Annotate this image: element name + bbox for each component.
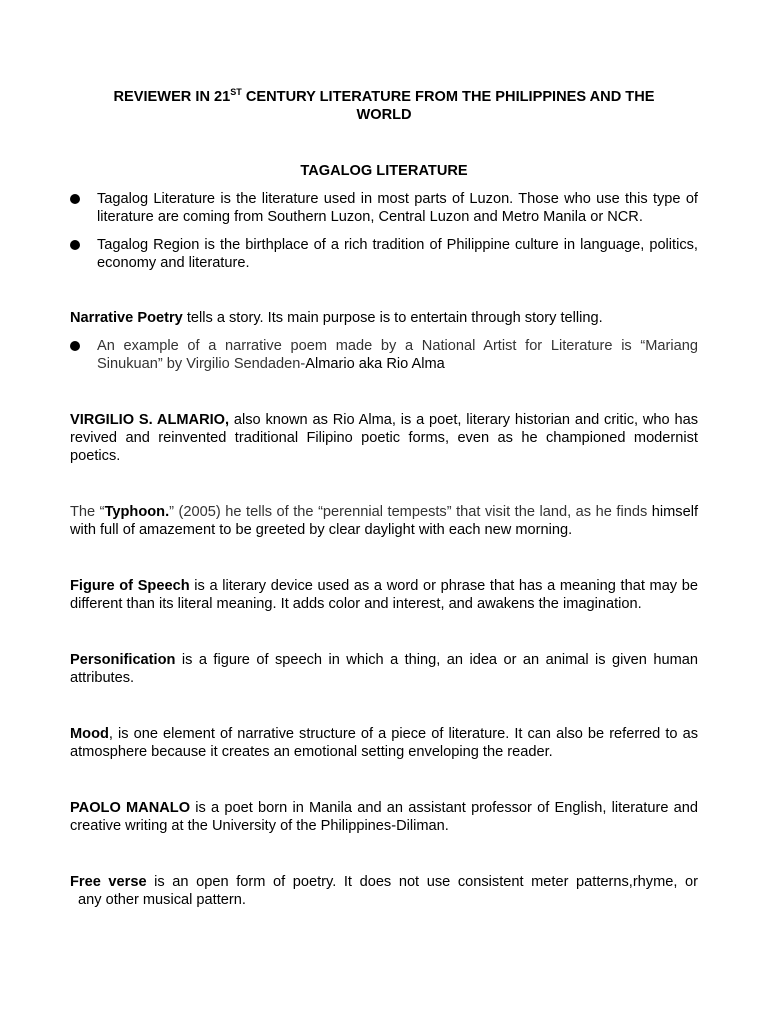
bullet-icon — [70, 341, 80, 351]
title-part-2: CENTURY LITERATURE FROM THE PHILIPPINES AND THE — [241, 89, 655, 105]
title-part-3: WORLD — [356, 107, 412, 123]
paragraph-free-verse — [70, 873, 698, 909]
definition-text: is a poet born in Manila and an assistant professor of English, literature and creative writing at the University of the Philippines-Diliman. — [70, 800, 699, 834]
definition-text: is a literary device used as a word or phrase that has a meaning that may be different than its literal meaning. It adds color and interest, and awakens the imagination. — [70, 578, 699, 612]
document-title — [70, 88, 698, 124]
definition-text: is a figure of speech in which a thing, an idea or an animal is given human attributes. — [70, 652, 698, 686]
term-typhoon: Typhoon. — [104, 504, 170, 520]
definition-text: tells a story. Its main purpose is to entertain through story telling. — [182, 310, 603, 326]
title-superscript: ST — [230, 87, 242, 97]
typhoon-text-rest: himself with full of amazement to be greeted by clear daylight with each new morning. — [70, 504, 699, 538]
free-verse-line-2: any other musical pattern. — [78, 892, 246, 908]
paragraph-figure-of-speech — [70, 577, 698, 613]
typhoon-text: ” (2005) he tells of the “perennial tempests” that visit the land, as he finds — [169, 504, 652, 520]
term-narrative-poetry: Narrative Poetry — [70, 310, 183, 326]
paragraph-paolo-manalo — [70, 799, 698, 835]
paragraph-almario — [70, 411, 698, 465]
bullet-icon — [70, 240, 80, 250]
bullet-text-part-1: An example of a narrative poem made by a National Artist for Literature is “Mariang Sinukuan” by Virgilio Sendaden- — [97, 338, 698, 372]
term-figure-of-speech: Figure of Speech — [70, 578, 190, 594]
term-paolo-manalo: PAOLO MANALO — [70, 800, 191, 816]
paragraph-narrative-poetry — [70, 309, 698, 327]
bullet-item — [70, 337, 698, 373]
paragraph-personification — [70, 651, 698, 687]
bullet-text: Tagalog Region is the birthplace of a rich tradition of Philippine culture in language, politics, economy and literature. — [97, 237, 698, 271]
typhoon-prefix: The “ — [70, 504, 105, 520]
definition-text: also known as Rio Alma, is a poet, literary historian and critic, who has revived and reinvented traditional Filipino poetic forms, even as he championed modernist poetics. — [70, 412, 698, 464]
free-verse-line-1 — [70, 873, 698, 891]
term-free-verse: Free verse — [70, 874, 147, 890]
title-part-1: REVIEWER IN 21 — [113, 89, 231, 105]
bullet-text — [97, 337, 698, 373]
definition-text: , is one element of narrative structure of a piece of literature. It can also be referred to as atmosphere because it creates an emotional setting enveloping the reader. — [70, 726, 698, 760]
paragraph-mood — [70, 725, 698, 761]
section-heading-tagalog: TAGALOG LITERATURE — [300, 163, 468, 179]
term-personification: Personification — [70, 652, 176, 668]
bullet-text-part-2: Almario aka Rio Alma — [305, 356, 445, 372]
bullet-text: Tagalog Literature is the literature used in most parts of Luzon. Those who use this type of literature are coming from Southern Luzon, Central Luzon and Metro Manila or NCR. — [97, 191, 698, 225]
paragraph-typhoon — [70, 503, 698, 539]
definition-text: is an open form of poetry. It does not use consistent meter patterns,rhyme, or — [146, 874, 698, 890]
bullet-item — [70, 236, 698, 272]
term-mood: Mood — [70, 726, 109, 742]
bullet-item — [70, 190, 698, 226]
bullet-icon — [70, 194, 80, 204]
term-almario: VIRGILIO S. ALMARIO, — [70, 412, 230, 428]
